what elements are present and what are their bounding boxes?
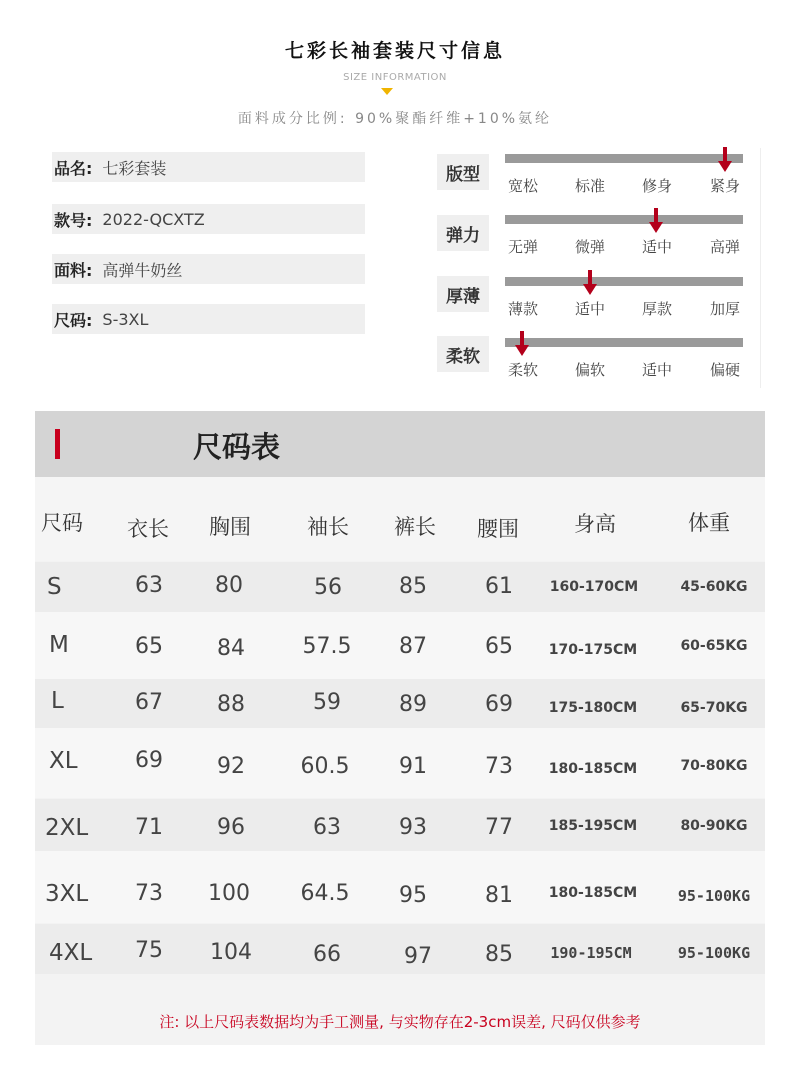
cell-size: 3XL xyxy=(45,881,89,907)
attr-option: 宽松 xyxy=(507,177,538,195)
cell-height: 190-195CM xyxy=(550,944,632,962)
cell-weight: 95-100KG xyxy=(677,887,751,905)
cell-weight: 65-70KG xyxy=(680,700,748,716)
page-subtitle: SIZE INFORMATION xyxy=(343,72,447,83)
table-row xyxy=(35,728,765,798)
attr-option: 加厚 xyxy=(709,300,740,318)
cell: 66 xyxy=(313,942,341,967)
column-header: 身高 xyxy=(574,512,616,536)
info-value: 高弹牛奶丝 xyxy=(102,260,183,280)
cell-height: 180-185CM xyxy=(548,885,638,901)
cell: 75 xyxy=(135,938,163,963)
cell: 87 xyxy=(399,634,427,659)
attr-option: 厚款 xyxy=(641,300,672,318)
info-key: 品名: xyxy=(54,158,93,178)
cell-size: XL xyxy=(49,748,78,774)
cell: 56 xyxy=(314,575,342,600)
cell: 60.5 xyxy=(300,754,350,779)
cell: 92 xyxy=(217,754,245,779)
cell-height: 180-185CM xyxy=(548,761,638,777)
attr-label-thickness: 厚薄 xyxy=(437,276,489,312)
attr-label-stretch: 弹力 xyxy=(437,215,489,251)
info-key: 款号: xyxy=(54,210,93,230)
attr-option: 无弹 xyxy=(507,238,538,256)
attr-option: 高弹 xyxy=(709,238,740,256)
cell: 96 xyxy=(217,815,245,840)
table-row xyxy=(35,924,765,974)
attr-bar-softness xyxy=(505,338,743,347)
cell: 73 xyxy=(485,754,513,779)
cell: 63 xyxy=(135,573,163,598)
info-row-fabric xyxy=(52,254,365,284)
table-row xyxy=(35,612,765,679)
table-row xyxy=(35,679,765,728)
info-value: 2022-QCXTZ xyxy=(102,209,205,229)
cell: 64.5 xyxy=(300,881,350,906)
column-header: 裤长 xyxy=(394,515,436,539)
attr-bar-stretch xyxy=(505,215,743,224)
table-row xyxy=(35,851,765,923)
attr-bar-fit xyxy=(505,154,743,163)
cell-height: 175-180CM xyxy=(548,700,638,716)
info-row-style-no xyxy=(52,204,365,234)
cell-height: 160-170CM xyxy=(549,579,639,595)
cell: 69 xyxy=(485,692,513,717)
cell: 93 xyxy=(399,815,427,840)
column-header: 体重 xyxy=(688,511,730,535)
attr-label-softness: 柔软 xyxy=(437,336,489,372)
cell: 100 xyxy=(208,881,250,906)
table-row xyxy=(35,562,765,612)
column-header: 腰围 xyxy=(477,517,519,541)
cell: 91 xyxy=(399,754,427,779)
attr-option: 适中 xyxy=(641,238,672,256)
cell: 104 xyxy=(210,940,252,965)
cell: 84 xyxy=(217,636,245,661)
cell-size: 4XL xyxy=(49,940,93,966)
arrow-down-icon xyxy=(515,331,529,357)
info-value: S-3XL xyxy=(102,309,149,329)
cell: 59 xyxy=(313,690,341,715)
arrow-down-icon xyxy=(649,208,663,234)
attr-option: 偏软 xyxy=(574,361,605,379)
cell: 81 xyxy=(485,883,513,908)
info-row-size xyxy=(52,304,365,334)
cell-size: S xyxy=(47,574,62,600)
attr-option: 紧身 xyxy=(709,177,740,195)
attr-option: 标准 xyxy=(574,177,605,195)
attr-label-fit: 版型 xyxy=(437,154,489,190)
page-title: 七彩长袖套装尺寸信息 xyxy=(284,40,505,62)
cell-size: 2XL xyxy=(45,815,89,841)
cell-size: M xyxy=(49,632,69,658)
cell-weight: 95-100KG xyxy=(677,944,751,962)
size-table-column-headers xyxy=(35,477,765,561)
size-table-header-bar xyxy=(35,411,765,477)
info-key: 尺码: xyxy=(54,310,93,330)
cell: 85 xyxy=(399,574,427,599)
cell-weight: 45-60KG xyxy=(680,579,748,595)
divider xyxy=(760,148,761,388)
column-header: 尺码 xyxy=(41,511,83,535)
cell: 71 xyxy=(135,815,163,840)
cell: 65 xyxy=(135,634,163,659)
cell: 97 xyxy=(404,944,432,969)
cell-height: 170-175CM xyxy=(548,642,638,658)
cell-size: L xyxy=(51,688,64,714)
size-table-title: 尺码表 xyxy=(193,430,281,464)
column-header: 衣长 xyxy=(127,517,169,541)
cell-weight: 80-90KG xyxy=(680,818,748,834)
info-row-name xyxy=(52,152,365,182)
attr-option: 适中 xyxy=(574,300,605,318)
attr-option: 薄款 xyxy=(507,300,538,318)
cell: 65 xyxy=(485,634,513,659)
cell: 67 xyxy=(135,690,163,715)
column-header: 胸围 xyxy=(209,515,251,539)
attr-bar-thickness xyxy=(505,277,743,286)
accent-mark xyxy=(55,429,60,459)
arrow-down-icon xyxy=(583,270,597,296)
cell-height: 185-195CM xyxy=(548,818,638,834)
cell: 57.5 xyxy=(302,634,352,659)
cell-weight: 60-65KG xyxy=(680,638,748,654)
table-row xyxy=(35,799,765,851)
cell: 89 xyxy=(399,692,427,717)
triangle-down-icon xyxy=(381,88,393,95)
cell: 77 xyxy=(485,815,513,840)
attr-option: 微弹 xyxy=(574,238,605,256)
cell: 63 xyxy=(313,815,341,840)
size-table-note: 注: 以上尺码表数据均为手工测量, 与实物存在2-3cm误差, 尺码仅供参考 xyxy=(159,1013,641,1031)
cell: 73 xyxy=(135,881,163,906)
column-header: 袖长 xyxy=(307,515,349,539)
cell: 95 xyxy=(399,883,427,908)
size-table xyxy=(35,411,765,1045)
attr-option: 适中 xyxy=(641,361,672,379)
fabric-composition: 面料成分比例: 90%聚酯纤维+10%氨纶 xyxy=(237,111,553,127)
attr-option: 偏硬 xyxy=(709,361,740,379)
cell: 61 xyxy=(485,574,513,599)
cell: 80 xyxy=(215,573,243,598)
cell-weight: 70-80KG xyxy=(680,758,748,774)
arrow-down-icon xyxy=(718,147,732,173)
cell: 69 xyxy=(135,748,163,773)
info-value: 七彩套装 xyxy=(102,158,167,178)
cell: 88 xyxy=(217,692,245,717)
attr-option: 修身 xyxy=(641,177,672,195)
info-key: 面料: xyxy=(54,260,93,280)
cell: 85 xyxy=(485,942,513,967)
attr-option: 柔软 xyxy=(507,361,538,379)
